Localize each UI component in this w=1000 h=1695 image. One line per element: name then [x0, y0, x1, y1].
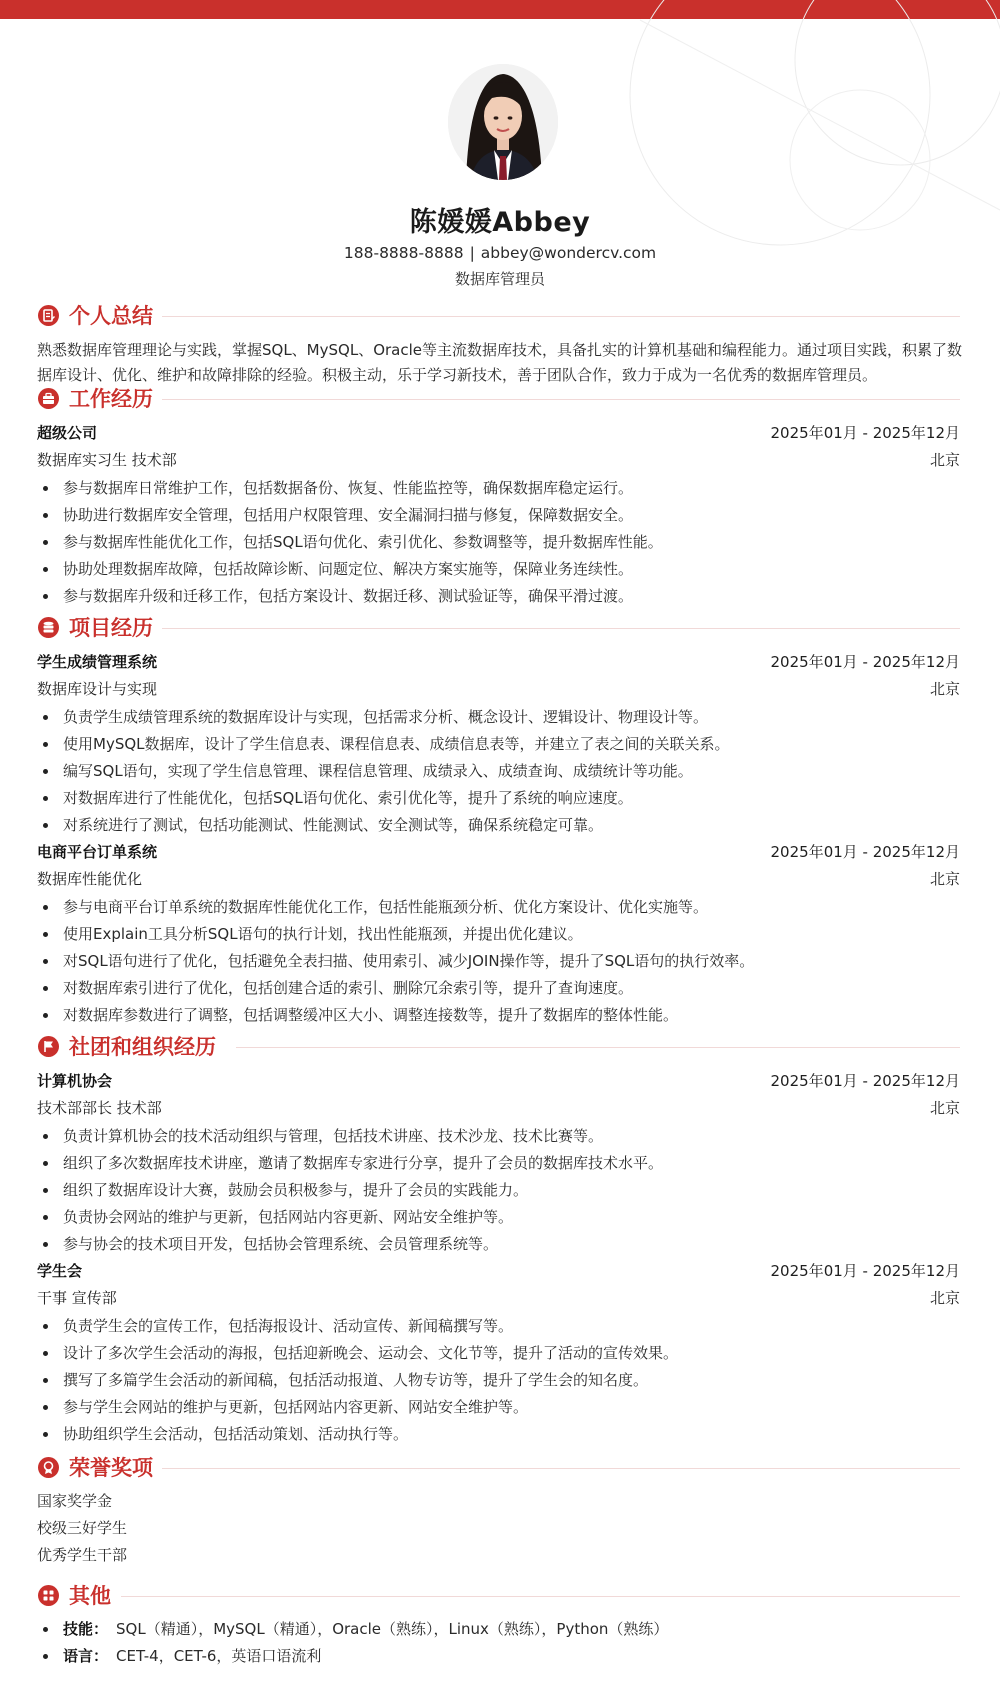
- list-item: 设计了多次学生会活动的海报，包括迎新晚会、运动会、文化节等，提升了活动的宣传效果。: [37, 1340, 960, 1367]
- contact-separator: |: [469, 244, 475, 262]
- club-role: 技术部部长 技术部: [37, 1099, 162, 1117]
- club-entry-header: [37, 1069, 960, 1094]
- list-item: 参与协会的技术项目开发，包括协会管理系统、会员管理系统等。: [37, 1231, 960, 1258]
- position: 数据库实习生 技术部: [37, 451, 177, 469]
- briefcase-icon: [38, 388, 59, 409]
- club-bullets: [37, 1313, 960, 1448]
- section-divider: [162, 1468, 960, 1469]
- list-item: 编写SQL语句，实现了学生信息管理、课程信息管理、成绩录入、成绩查询、成绩统计等功能。: [37, 758, 960, 785]
- section-summary-title: 个人总结: [69, 304, 153, 328]
- location: 北京: [929, 680, 960, 698]
- section-clubs-header: [36, 1032, 960, 1062]
- grid-icon: [38, 1585, 59, 1606]
- project-entry-subheader: [37, 867, 960, 892]
- languages-value: CET-4，CET-6，英语口语流利: [116, 1647, 322, 1665]
- list-item: 对数据库索引进行了优化，包括创建合适的索引、删除冗余索引等，提升了查询速度。: [37, 975, 960, 1002]
- date-range: 2025年01月 - 2025年12月: [770, 1072, 960, 1090]
- section-projects-header: [36, 613, 960, 643]
- honor-item: 国家奖学金: [37, 1492, 113, 1510]
- candidate-name: 陈媛媛Abbey: [409, 207, 591, 238]
- languages-item: [37, 1643, 960, 1670]
- list-item: 协助组织学生会活动，包括活动策划、活动执行等。: [37, 1421, 960, 1448]
- project-name: 学生成绩管理系统: [37, 653, 158, 671]
- section-honors-header: [36, 1453, 960, 1483]
- location: 北京: [929, 870, 960, 888]
- section-others-header: [36, 1581, 960, 1611]
- list-item: 负责协会网站的维护与更新，包括网站内容更新、网站安全维护等。: [37, 1204, 960, 1231]
- work-entry-subheader: [37, 448, 960, 473]
- company-name: 超级公司: [37, 424, 98, 442]
- section-divider: [162, 399, 960, 400]
- others-list: [37, 1616, 960, 1670]
- work-bullets: [37, 475, 960, 610]
- section-divider: [236, 1047, 960, 1048]
- date-range: 2025年01月 - 2025年12月: [770, 1262, 960, 1280]
- project-bullets: [37, 704, 960, 839]
- section-projects-title: 项目经历: [69, 616, 153, 640]
- skills-label: 技能：: [63, 1620, 109, 1638]
- summary-text: 熟悉数据库管理理论与实践，掌握SQL、MySQL、Oracle等主流数据库技术，具备扎实的计算机基础和编程能力。通过项目实践，积累了数据库设计、优化、维护和故障排除的经验。积极主动，乐于学习新技术，善于团队合作，致力于成为一名优秀的数据库管理员。: [37, 341, 963, 384]
- project-entry-subheader: [37, 677, 960, 702]
- list-item: 对数据库进行了性能优化，包括SQL语句优化、索引优化等，提升了系统的响应速度。: [37, 785, 960, 812]
- section-divider: [162, 628, 960, 629]
- club-role: 干事 宣传部: [37, 1289, 117, 1307]
- skills-item: [37, 1616, 960, 1643]
- list-item: 负责学生会的宣传工作，包括海报设计、活动宣传、新闻稿撰写等。: [37, 1313, 960, 1340]
- date-range: 2025年01月 - 2025年12月: [770, 653, 960, 671]
- date-range: 2025年01月 - 2025年12月: [770, 424, 960, 442]
- list-item: 参与电商平台订单系统的数据库性能优化工作，包括性能瓶颈分析、优化方案设计、优化实施等。: [37, 894, 960, 921]
- phone-number: 188-8888-8888: [343, 244, 464, 262]
- honor-item: 优秀学生干部: [37, 1546, 128, 1564]
- section-summary-header: [36, 301, 960, 331]
- project-role: 数据库性能优化: [37, 870, 143, 888]
- section-honors-title: 荣誉奖项: [69, 1456, 153, 1480]
- list-item: 负责学生成绩管理系统的数据库设计与实现，包括需求分析、概念设计、逻辑设计、物理设计等。: [37, 704, 960, 731]
- club-bullets: [37, 1123, 960, 1258]
- club-entry-header: [37, 1259, 960, 1284]
- project-name: 电商平台订单系统: [37, 843, 158, 861]
- list-item: 组织了数据库设计大赛，鼓励会员积极参与，提升了会员的实践能力。: [37, 1177, 960, 1204]
- project-bullets: [37, 894, 960, 1029]
- flag-icon: [38, 1036, 59, 1057]
- date-range: 2025年01月 - 2025年12月: [770, 843, 960, 861]
- section-work-header: [36, 384, 960, 414]
- list-item: 参与数据库日常维护工作，包括数据备份、恢复、性能监控等，确保数据库稳定运行。: [37, 475, 960, 502]
- database-icon: [38, 617, 59, 638]
- list-item: 对数据库参数进行了调整，包括调整缓冲区大小、调整连接数等，提升了数据库的整体性能。: [37, 1002, 960, 1029]
- project-entry-header: [37, 650, 960, 675]
- list-item: 参与学生会网站的维护与更新，包括网站内容更新、网站安全维护等。: [37, 1394, 960, 1421]
- list-item: 撰写了多篇学生会活动的新闻稿，包括活动报道、人物专访等，提升了学生会的知名度。: [37, 1367, 960, 1394]
- languages-label: 语言：: [63, 1647, 109, 1665]
- project-entry-header: [37, 840, 960, 865]
- list-item: 对SQL语句进行了优化，包括避免全表扫描、使用索引、减少JOIN操作等，提升了SQL语句的执行效率。: [37, 948, 960, 975]
- location: 北京: [929, 1099, 960, 1117]
- list-item: 参与数据库性能优化工作，包括SQL语句优化、索引优化、参数调整等，提升数据库性能。: [37, 529, 960, 556]
- club-entry-subheader: [37, 1096, 960, 1121]
- avatar: [448, 64, 558, 180]
- summary-icon: [38, 305, 59, 326]
- honor-item: 校级三好学生: [37, 1519, 128, 1537]
- section-others-title: 其他: [69, 1584, 111, 1608]
- list-item: 参与数据库升级和迁移工作，包括方案设计、数据迁移、测试验证等，确保平滑过渡。: [37, 583, 960, 610]
- list-item: 对系统进行了测试，包括功能测试、性能测试、安全测试等，确保系统稳定可靠。: [37, 812, 960, 839]
- organization-name: 计算机协会: [37, 1072, 113, 1090]
- list-item: 使用Explain工具分析SQL语句的执行计划，找出性能瓶颈，并提出优化建议。: [37, 921, 960, 948]
- award-icon: [38, 1457, 59, 1478]
- email-address: abbey@wondercv.com: [480, 244, 657, 262]
- job-title: 数据库管理员: [454, 270, 545, 288]
- section-work-title: 工作经历: [69, 387, 153, 411]
- contact-line: [0, 244, 1000, 262]
- top-accent-bar: [0, 0, 1000, 19]
- section-divider: [121, 1596, 960, 1597]
- list-item: 协助进行数据库安全管理，包括用户权限管理、安全漏洞扫描与修复，保障数据安全。: [37, 502, 960, 529]
- list-item: 组织了多次数据库技术讲座，邀请了数据库专家进行分享，提升了会员的数据库技术水平。: [37, 1150, 960, 1177]
- project-role: 数据库设计与实现: [37, 680, 158, 698]
- club-entry-subheader: [37, 1286, 960, 1311]
- list-item: 协助处理数据库故障，包括故障诊断、问题定位、解决方案实施等，保障业务连续性。: [37, 556, 960, 583]
- location: 北京: [929, 451, 960, 469]
- list-item: 负责计算机协会的技术活动组织与管理，包括技术讲座、技术沙龙、技术比赛等。: [37, 1123, 960, 1150]
- list-item: 使用MySQL数据库，设计了学生信息表、课程信息表、成绩信息表等，并建立了表之间的关联关系。: [37, 731, 960, 758]
- work-entry-header: [37, 421, 960, 446]
- section-clubs-title: 社团和组织经历: [69, 1035, 216, 1059]
- section-divider: [162, 316, 960, 317]
- location: 北京: [929, 1289, 960, 1307]
- organization-name: 学生会: [37, 1262, 83, 1280]
- skills-value: SQL（精通），MySQL（精通），Oracle（熟练），Linux（熟练），Python（熟练）: [116, 1620, 669, 1638]
